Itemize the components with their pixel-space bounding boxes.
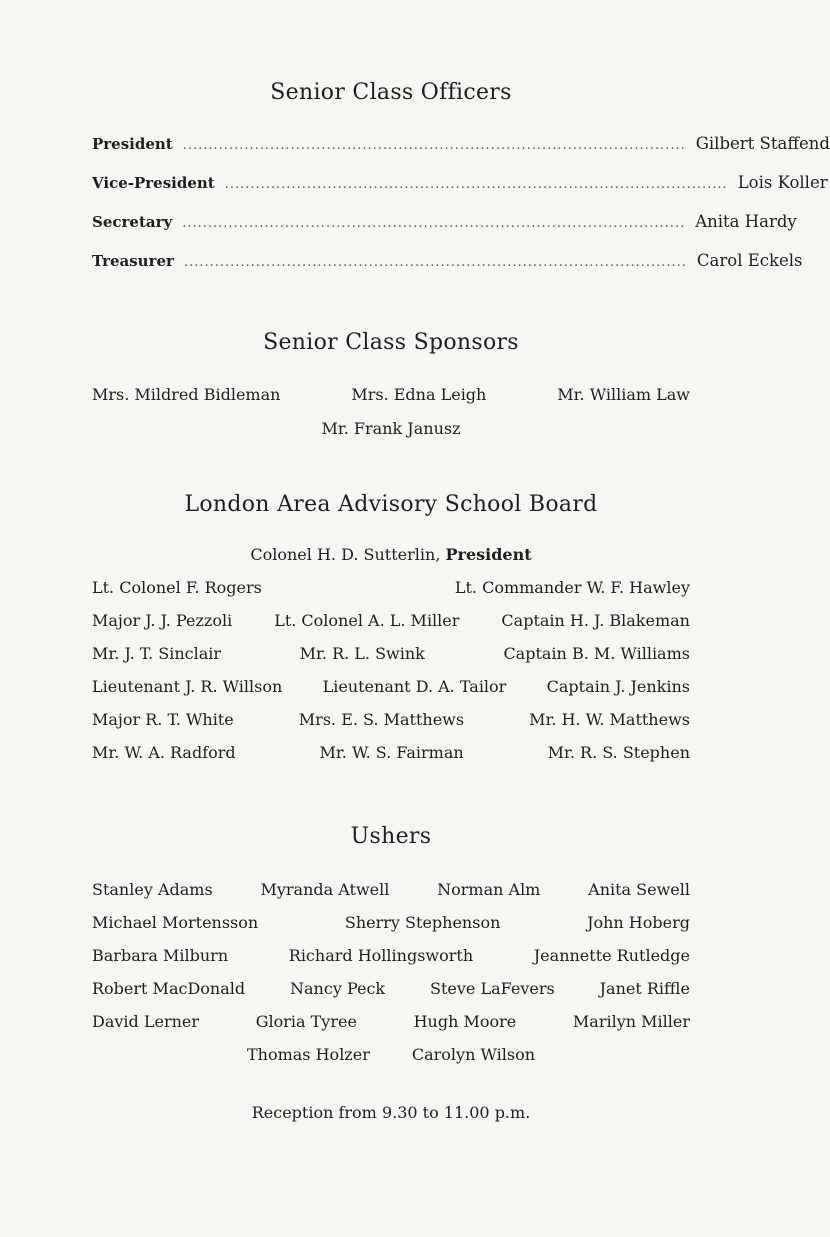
usher-name: Gloria Tyree xyxy=(255,1012,357,1031)
officer-row xyxy=(92,134,830,160)
usher-name: Stanley Adams xyxy=(92,880,213,899)
board-row xyxy=(92,578,690,597)
ushers-heading: Ushers xyxy=(350,824,432,849)
sponsors-heading: Senior Class Sponsors xyxy=(263,330,519,355)
board-row xyxy=(92,710,690,729)
board-member: Mr. W. S. Fairman xyxy=(319,743,464,762)
usher-name: David Lerner xyxy=(92,1012,200,1031)
usher-name: Sherry Stephenson xyxy=(344,913,501,932)
reception-note: Reception from 9.30 to 11.00 p.m. xyxy=(251,1103,531,1122)
officer-name: Lois Koller xyxy=(737,173,828,192)
dot-leader: .................................................................................................. xyxy=(182,216,686,231)
ushers-row xyxy=(92,1045,690,1064)
board-member: Captain J. Jenkins xyxy=(546,677,690,696)
board-member: Mr. W. A. Radford xyxy=(92,743,236,762)
officer-role: Vice-President xyxy=(92,174,215,192)
officer-name: Gilbert Staffend xyxy=(695,134,830,153)
board-member: Major J. J. Pezzoli xyxy=(92,611,233,630)
board-member: Captain B. M. Williams xyxy=(503,644,690,663)
sponsor-name: Mrs. Mildred Bidleman xyxy=(92,385,281,404)
officer-name: Anita Hardy xyxy=(695,212,797,231)
officer-role: Secretary xyxy=(92,213,173,231)
ushers-row xyxy=(92,1012,690,1031)
usher-name: Janet Riffle xyxy=(599,979,690,998)
board-heading: London Area Advisory School Board xyxy=(184,492,598,517)
officers-heading: Senior Class Officers xyxy=(270,80,512,105)
board-member: Captain H. J. Blakeman xyxy=(501,611,690,630)
board-row xyxy=(92,677,690,696)
usher-name: Hugh Moore xyxy=(413,1012,517,1031)
board-member: Lieutenant D. A. Tailor xyxy=(322,677,507,696)
usher-name: Anita Sewell xyxy=(588,880,690,899)
board-member: Mr. J. T. Sinclair xyxy=(92,644,222,663)
board-member: Lt. Colonel F. Rogers xyxy=(92,578,262,597)
officer-role: President xyxy=(92,135,173,153)
dot-leader: .................................................................................................. xyxy=(182,138,686,153)
board-member: Mr. R. L. Swink xyxy=(299,644,425,663)
usher-name: John Hoberg xyxy=(587,913,690,932)
board-member: Lieutenant J. R. Willson xyxy=(92,677,283,696)
usher-name: Nancy Peck xyxy=(290,979,386,998)
board-member: Mrs. E. S. Matthews xyxy=(298,710,465,729)
sponsor-name: Mr. William Law xyxy=(557,385,690,404)
officer-name: Carol Eckels xyxy=(696,251,803,270)
dot-leader: .................................................................................................. xyxy=(224,177,728,192)
usher-name: Jeannette Rutledge xyxy=(533,946,690,965)
board-member: Lt. Commander W. F. Hawley xyxy=(454,578,690,597)
sponsor-name: Mrs. Edna Leigh xyxy=(351,385,487,404)
officer-row xyxy=(92,173,828,199)
usher-name: Thomas Holzer xyxy=(246,1045,370,1064)
officer-row xyxy=(92,212,797,238)
usher-name: Barbara Milburn xyxy=(92,946,229,965)
board-row xyxy=(92,611,690,630)
ushers-row xyxy=(92,979,690,998)
board-member: Mr. R. S. Stephen xyxy=(547,743,690,762)
board-chair-name: Colonel H. D. Sutterlin, xyxy=(250,545,441,564)
usher-name: Myranda Atwell xyxy=(260,880,390,899)
ushers-row xyxy=(92,913,690,932)
board-chair-role: President xyxy=(445,545,532,564)
board-row xyxy=(92,743,690,762)
sponsors-row xyxy=(92,419,690,438)
ushers-row xyxy=(92,880,690,899)
officer-role: Treasurer xyxy=(92,252,174,270)
usher-name: Michael Mortensson xyxy=(92,913,259,932)
usher-name: Norman Alm xyxy=(437,880,541,899)
ushers-row xyxy=(92,946,690,965)
usher-name: Marilyn Miller xyxy=(572,1012,690,1031)
usher-name: Robert MacDonald xyxy=(92,979,246,998)
usher-name: Richard Hollingsworth xyxy=(288,946,474,965)
board-chair xyxy=(92,545,690,564)
board-member: Lt. Colonel A. L. Miller xyxy=(274,611,460,630)
usher-name: Carolyn Wilson xyxy=(411,1045,536,1064)
board-row xyxy=(92,644,690,663)
dot-leader: .................................................................................................. xyxy=(183,255,687,270)
officer-row xyxy=(92,251,803,277)
board-member: Major R. T. White xyxy=(92,710,234,729)
usher-name: Steve LaFevers xyxy=(430,979,555,998)
board-member: Mr. H. W. Matthews xyxy=(529,710,690,729)
sponsor-name: Mr. Frank Janusz xyxy=(321,419,461,438)
sponsors-row xyxy=(92,385,690,404)
